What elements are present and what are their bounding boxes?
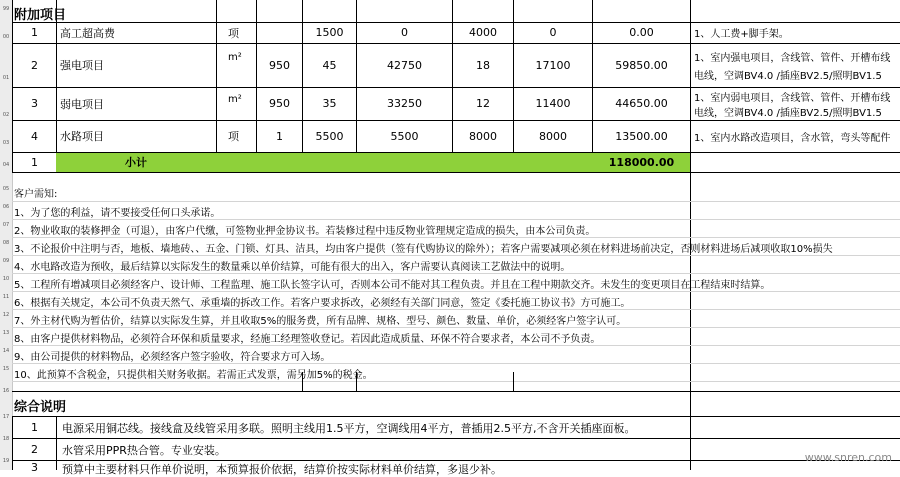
cell-price2: 12 [476, 97, 490, 110]
summary-text: 电源采用铜芯线。接线盒及线管采用多联。照明主线用1.5平方，空调线用4平方，普插用2.5平方,不含开关插座面板。 [62, 421, 636, 435]
cell-amount1: 33250 [387, 97, 422, 110]
row-number: 99 [2, 6, 10, 12]
cell-name: 弱电项目 [60, 97, 104, 111]
spacer-divider [302, 372, 303, 391]
cell-remark: 1、室内强电项目，含线管、管件、开槽布线 [694, 52, 891, 64]
note-item: 2、物业收取的装修押金（可退），由客户代缴，可签物业押金协议书。若装修过程中违反物业管理规定造成的损失，由本公司负责。 [14, 226, 596, 237]
row-number: 01 [2, 75, 10, 81]
note-item: 1、为了您的利益，请不要接受任何口头承诺。 [14, 208, 221, 219]
row-number: 05 [2, 186, 10, 192]
row-number: 04 [2, 162, 10, 168]
cell-unit: 项 [228, 130, 239, 143]
row-number: 02 [2, 112, 10, 118]
cell-amount1: 0 [401, 26, 408, 39]
cell-amount2: 17100 [535, 58, 571, 72]
cell-amount2: 0 [549, 26, 557, 39]
cell-remark: 1、室内弱电项目，含线管、管件、开槽布线 [694, 92, 891, 104]
cell-qty [257, 22, 302, 43]
cell-name: 强电项目 [60, 59, 104, 72]
cell-price1: 45 [322, 58, 337, 72]
note-item: 8、由客户提供材料物品，必须符合环保和质量要求，经施工经理签收登记。若因此造成质量、环保不符合要求者，本公司不予负责。 [14, 334, 601, 345]
row-number: 12 [2, 312, 10, 318]
notes-title: 客户需知: [14, 189, 58, 200]
spacer-divider [356, 372, 357, 391]
row-number: 09 [2, 258, 10, 264]
cell-remark-line2: 电线，空调BV4.0 /插座BV2.5/照明BV1.5 [694, 107, 882, 119]
subtotal-total: 118000.00 [608, 155, 675, 169]
cell-remark-line2: 电线，空调BV4.0 /插座BV2.5/照明BV1.5 [694, 70, 882, 82]
row-number: 00 [2, 34, 10, 40]
summary-no: 1 [31, 421, 38, 434]
watermark-text: www.snren.com [804, 451, 892, 464]
cell-amount2: 8000 [539, 129, 567, 143]
note-item: 4、水电路改造为预收，最后结算以实际发生的数量乘以单价结算，可能有很大的出入，客户需要认真阅读工艺做法中的说明。 [14, 262, 571, 273]
row-number: 10 [2, 276, 10, 282]
row-number: 16 [2, 388, 10, 394]
summary-text: 预算中主要材料只作单价说明，本预算报价依据，结算价按实际材料单价结算，多退少补。 [62, 463, 502, 476]
note-item: 10、此预算不含税金，只提供相关财务收据。若需正式发票，需另加5%的税金。 [14, 370, 373, 381]
cell-no: 3 [31, 97, 38, 110]
summary-no: 3 [31, 461, 38, 474]
cell-price1: 35 [322, 97, 337, 110]
summary-no: 2 [31, 443, 38, 456]
cell-total: 59850.00 [615, 58, 668, 72]
section-title-summary: 综合说明 [14, 400, 67, 415]
note-item: 5、工程所有增减项目必须经客户、设计师、工程监理、施工队长签字认可，否则本公司不能对其工程负责。并且在工程中期款交齐。未发生的变更项目在工程结束时结算。 [14, 280, 771, 291]
cell-price2: 8000 [469, 129, 497, 143]
cell-price1: 1500 [315, 26, 344, 39]
cell-total: 44650.00 [615, 97, 668, 110]
section-title-addon: 附加项目 [14, 8, 67, 23]
cell-name: 水路项目 [60, 130, 104, 143]
row-number: 14 [2, 348, 10, 354]
cell-no: 1 [31, 26, 38, 39]
cell-no: 4 [31, 129, 38, 143]
subtotal-label: 小计 [125, 156, 147, 169]
row-number: 06 [2, 204, 10, 210]
cell-qty: 950 [269, 58, 290, 72]
note-item: 7、外主材代购为暂估价，结算以实际发生算，并且收取5%的服务费，所有品牌、规格、型号、颜色、数量、单价，必须经客户签字认可。 [14, 316, 627, 327]
cell-remark: 1、室内水路改造项目，含水管，弯头等配件 [694, 132, 891, 144]
row-number: 17 [2, 414, 10, 420]
spacer-divider [513, 372, 514, 391]
cell-unit: m² [228, 94, 242, 105]
row-number: 13 [2, 330, 10, 336]
row-number: 18 [2, 436, 10, 442]
cell-price2: 4000 [469, 26, 497, 39]
cell-total: 0.00 [629, 26, 654, 39]
subtotal-no: 1 [31, 155, 38, 169]
cell-price1: 5500 [315, 129, 344, 143]
row-number: 15 [2, 366, 10, 372]
cell-amount2: 11400 [535, 97, 571, 110]
cell-name: 高工超高费 [60, 26, 115, 40]
cell-remark: 1、人工费+脚手架。 [694, 29, 789, 40]
row-number: 19 [2, 458, 10, 464]
cell-price2: 18 [476, 58, 490, 72]
cell-qty: 950 [269, 97, 290, 110]
row-number: 03 [2, 140, 10, 146]
cell-total: 13500.00 [615, 129, 668, 143]
cell-no: 2 [31, 58, 38, 72]
row-number: 08 [2, 240, 10, 246]
note-item: 9、由公司提供的材料物品，必须经客户签字验收，符合要求方可入场。 [14, 352, 331, 363]
cell-qty: 1 [276, 129, 283, 143]
summary-text: 水管采用PPR热合管。专业安装。 [62, 443, 226, 457]
cell-unit: m² [228, 52, 242, 63]
row-number: 11 [2, 294, 10, 300]
cell-amount1: 42750 [387, 58, 422, 72]
cell-unit: 项 [228, 26, 239, 40]
cell-amount1: 5500 [390, 129, 419, 143]
note-item: 6、根据有关规定，本公司不负责天然气、承重墙的拆改工作。若客户要求拆改，必须经有关部门同意，签定《委托施工协议书》方可施工。 [14, 298, 631, 309]
note-item: 3、不论报价中注明与否，地板、墙地砖、、五金、门锁、灯具、洁具，均由客户提供（签有代购协议的除外）；若客户需要减项必须在材料进场前决定，否则材料进场后减项收取10%损失 [14, 244, 833, 255]
row-number: 07 [2, 222, 10, 228]
